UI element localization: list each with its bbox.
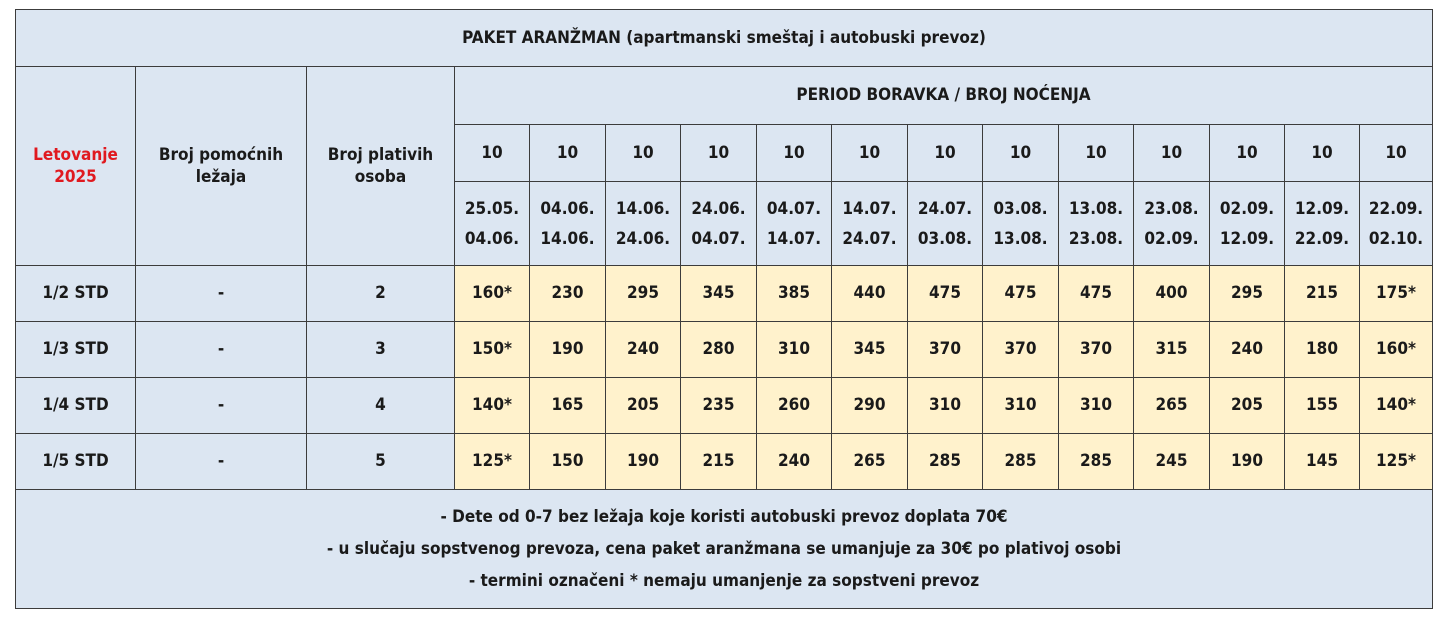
- season-label-line2: 2025: [54, 167, 97, 187]
- period-nights: 10: [455, 125, 530, 182]
- paying-persons-value: 4: [307, 378, 455, 434]
- price-cell: 265: [832, 434, 908, 490]
- price-cell: 475: [1059, 266, 1134, 322]
- period-date-from: 24.07.: [917, 198, 973, 219]
- period-date-to: 02.09.: [1144, 228, 1199, 249]
- price-cell: 285: [908, 434, 983, 490]
- period-date-from: 14.06.: [615, 198, 671, 219]
- note-line: - Dete od 0-7 bez ležaja koje koristi autobuski prevoz doplata 70€: [440, 507, 1008, 527]
- paying-persons-header-text: Broj plativih osoba: [327, 144, 434, 187]
- price-cell: 370: [983, 322, 1059, 378]
- price-cell: 160*: [1360, 322, 1433, 378]
- note-line: - termini označeni * nemaju umanjenje za sopstveni prevoz: [468, 571, 980, 591]
- paying-persons-value: 5: [307, 434, 455, 490]
- period-nights: 10: [908, 125, 983, 182]
- price-cell: 190: [530, 322, 606, 378]
- note-line: - u slučaju sopstvenog prevoza, cena paket aranžmana se umanjuje za 30€ po plativoj osobi: [326, 539, 1122, 559]
- price-cell: 140*: [455, 378, 530, 434]
- table-row: [16, 266, 1433, 322]
- period-date-to: 04.07.: [691, 228, 746, 249]
- period-dates: [606, 182, 681, 266]
- price-cell: 150: [530, 434, 606, 490]
- price-cell: 180: [1285, 322, 1360, 378]
- price-cell: 310: [1059, 378, 1134, 434]
- price-cell: 175*: [1360, 266, 1433, 322]
- table-row: [16, 378, 1433, 434]
- price-cell: 160*: [455, 266, 530, 322]
- price-cell: 290: [832, 378, 908, 434]
- period-dates: [757, 182, 832, 266]
- room-type: 1/4 STD: [16, 378, 136, 434]
- season-label-line1: Letovanje: [33, 144, 118, 165]
- period-nights: 10: [530, 125, 606, 182]
- price-cell: 150*: [455, 322, 530, 378]
- period-dates: [455, 182, 530, 266]
- price-cell: 280: [681, 322, 757, 378]
- table-row: [16, 322, 1433, 378]
- period-date-to: 22.09.: [1294, 228, 1350, 249]
- period-date-from: 04.07.: [766, 198, 822, 219]
- period-dates: [1285, 182, 1360, 266]
- price-cell: 285: [1059, 434, 1134, 490]
- price-cell: 295: [1210, 266, 1285, 322]
- price-cell: 165: [530, 378, 606, 434]
- period-nights: 10: [1059, 125, 1134, 182]
- period-date-to: 24.06.: [615, 228, 671, 249]
- price-cell: 385: [757, 266, 832, 322]
- period-nights: 10: [606, 125, 681, 182]
- period-date-to: 14.06.: [540, 228, 595, 249]
- period-date-to: 04.06.: [464, 228, 520, 249]
- price-cell: 240: [1210, 322, 1285, 378]
- price-cell: 205: [1210, 378, 1285, 434]
- aux-beds-header: [136, 67, 307, 266]
- period-dates: [1360, 182, 1433, 266]
- price-cell: 370: [908, 322, 983, 378]
- period-date-to: 23.08.: [1068, 228, 1124, 249]
- period-date-from: 03.08.: [993, 198, 1048, 219]
- period-date-from: 02.09.: [1219, 198, 1275, 219]
- period-dates: [983, 182, 1059, 266]
- period-date-from: 04.06.: [540, 198, 595, 219]
- period-date-to: 24.07.: [842, 228, 897, 249]
- room-type: 1/3 STD: [16, 322, 136, 378]
- paying-persons-value: 3: [307, 322, 455, 378]
- period-date-from: 12.09.: [1294, 198, 1350, 219]
- paying-persons-header: [307, 67, 455, 266]
- price-cell: 475: [983, 266, 1059, 322]
- price-cell: 125*: [455, 434, 530, 490]
- period-dates: [1134, 182, 1210, 266]
- period-date-to: 13.08.: [993, 228, 1048, 249]
- price-cell: 345: [832, 322, 908, 378]
- aux-beds-header-text: Broj pomoćnih ležaja: [158, 144, 284, 187]
- paying-persons-value: 2: [307, 266, 455, 322]
- period-nights: 10: [983, 125, 1059, 182]
- aux-beds-value: -: [136, 378, 307, 434]
- price-cell: 235: [681, 378, 757, 434]
- period-date-from: 13.08.: [1068, 198, 1124, 219]
- period-dates: [530, 182, 606, 266]
- price-cell: 310: [983, 378, 1059, 434]
- price-cell: 145: [1285, 434, 1360, 490]
- period-nights: 10: [1134, 125, 1210, 182]
- price-cell: 205: [606, 378, 681, 434]
- period-header: PERIOD BORAVKA / BROJ NOĆENJA: [455, 67, 1433, 125]
- price-cell: 215: [681, 434, 757, 490]
- period-date-from: 22.09.: [1368, 198, 1424, 219]
- price-cell: 260: [757, 378, 832, 434]
- season-label: [16, 67, 136, 266]
- price-cell: 140*: [1360, 378, 1433, 434]
- price-cell: 295: [606, 266, 681, 322]
- period-dates: [681, 182, 757, 266]
- table-row: [16, 434, 1433, 490]
- period-date-to: 12.09.: [1219, 228, 1275, 249]
- period-date-to: 14.07.: [766, 228, 822, 249]
- aux-beds-value: -: [136, 266, 307, 322]
- price-cell: 400: [1134, 266, 1210, 322]
- table-title: PAKET ARANŽMAN (apartmanski smeštaj i autobuski prevoz): [16, 10, 1433, 67]
- period-dates: [832, 182, 908, 266]
- room-type: 1/5 STD: [16, 434, 136, 490]
- aux-beds-value: -: [136, 434, 307, 490]
- period-date-from: 14.07.: [842, 198, 897, 219]
- price-cell: 240: [606, 322, 681, 378]
- period-nights: 10: [1285, 125, 1360, 182]
- aux-beds-value: -: [136, 322, 307, 378]
- period-date-to: 02.10.: [1368, 228, 1424, 249]
- room-type: 1/2 STD: [16, 266, 136, 322]
- period-date-to: 03.08.: [917, 228, 973, 249]
- period-dates: [1059, 182, 1134, 266]
- price-cell: 265: [1134, 378, 1210, 434]
- price-cell: 230: [530, 266, 606, 322]
- period-nights: 10: [1360, 125, 1433, 182]
- period-date-from: 24.06.: [691, 198, 746, 219]
- price-cell: 155: [1285, 378, 1360, 434]
- price-cell: 285: [983, 434, 1059, 490]
- period-date-from: 23.08.: [1144, 198, 1199, 219]
- price-cell: 245: [1134, 434, 1210, 490]
- period-dates: [908, 182, 983, 266]
- period-date-from: 25.05.: [464, 198, 520, 219]
- price-cell: 190: [606, 434, 681, 490]
- price-cell: 310: [908, 378, 983, 434]
- price-table: [15, 9, 1433, 609]
- price-cell: 315: [1134, 322, 1210, 378]
- price-cell: 190: [1210, 434, 1285, 490]
- period-dates: [1210, 182, 1285, 266]
- price-cell: 345: [681, 266, 757, 322]
- price-cell: 440: [832, 266, 908, 322]
- notes: [16, 490, 1433, 609]
- period-nights: 10: [832, 125, 908, 182]
- price-cell: 125*: [1360, 434, 1433, 490]
- period-nights: 10: [757, 125, 832, 182]
- price-cell: 310: [757, 322, 832, 378]
- price-cell: 240: [757, 434, 832, 490]
- price-cell: 475: [908, 266, 983, 322]
- price-cell: 370: [1059, 322, 1134, 378]
- price-cell: 215: [1285, 266, 1360, 322]
- period-nights: 10: [681, 125, 757, 182]
- period-nights: 10: [1210, 125, 1285, 182]
